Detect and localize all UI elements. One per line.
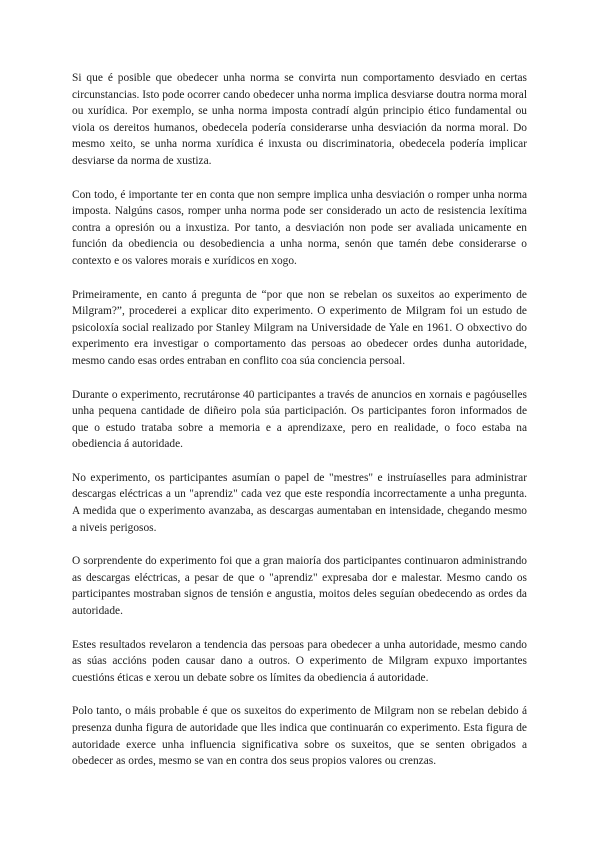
document-body bbox=[72, 70, 527, 787]
paragraph-7: Estes resultados revelaron a tendencia das persoas para obedecer a unha autoridade, mesmo cando as súas accións poden causar dano a outros. O experimento de Milgram expuxo importantes cuestións éticas e xerou un debate sobre os límites da obediencia á autoridade. bbox=[72, 638, 527, 684]
paragraph-1: Si que é posible que obedecer unha norma se convirta nun comportamento desviado en certas circunstancias. Isto pode ocorrer cando obedecer unha norma implica desviarse doutra norma moral ou xurídica. Por exemplo, se unha norma imposta contradí algún principio ético fundamental ou viola os dereitos humanos, obedecela podería considerarse unha desviación da norma moral. Do mesmo xeito, se unha norma xurídica é inxusta ou discriminatoria, obedecela podería implicar desviarse da norma de xustiza. bbox=[72, 72, 527, 167]
paragraph-4: Durante o experimento, recrutáronse 40 participantes a través de anuncios en xornais e pagóuselles unha pequena cantidade de diñeiro pola súa participación. Os participantes foron informados de que o estudo trataba sobre a memoria e a aprendizaxe, pero en realidade, o foco estaba na obediencia á autoridade. bbox=[72, 388, 527, 451]
paragraph-6: O sorprendente do experimento foi que a gran maioría dos participantes continuaron administrando as descargas eléctricas, a pesar de que o "aprendiz" expresaba dor e malestar. Mesmo cando os participantes mostraban signos de tensión e angustia, moitos deles seguían obedecendo as ordes da autoridade. bbox=[72, 555, 527, 618]
paragraph-2: Con todo, é importante ter en conta que non sempre implica unha desviación o romper unha norma imposta. Nalgúns casos, romper unha norma pode ser considerado un acto de resistencia lexítima contra a opresión ou a inxustiza. Por tanto, a desviación non pode ser avaliada unicamente en función da obediencia ou desobediencia a unha norma, senón que tamén debe considerarse o contexto e os valores morais e xurídicos en xogo. bbox=[72, 188, 527, 267]
paragraph-3: Primeiramente, en canto á pregunta de “por que non se rebelan os suxeitos ao experimento de Milgram?”, procederei a explicar dito experimento. O experimento de Milgram foi un estudo de psicoloxía social realizado por Stanley Milgram na Universidade de Yale en 1961. O obxectivo do experimento era investigar o comportamento das persoas ao obedecer ordes dunha autoridade, mesmo cando esas ordes entraban en conflito coa súa conciencia persoal. bbox=[72, 288, 527, 367]
paragraph-5: No experimento, os participantes asumían o papel de "mestres" e instruíaselles para administrar descargas eléctricas a un "aprendiz" cada vez que este respondía incorrectamente a unha pregunta. A medida que o experimento avanzaba, as descargas aumentaban en intensidade, chegando mesmo a niveis perigosos. bbox=[72, 471, 527, 534]
paragraph-8: Polo tanto, o máis probable é que os suxeitos do experimento de Milgram non se rebelan debido á presenza dunha figura de autoridade que lles indica que continuarán co experimento. Esta figura de autoridade exerce unha influencia significativa sobre os suxeitos, que se senten obrigados a obedecer as ordes, mesmo se van en contra dos seus propios valores ou crenzas. bbox=[72, 705, 527, 768]
